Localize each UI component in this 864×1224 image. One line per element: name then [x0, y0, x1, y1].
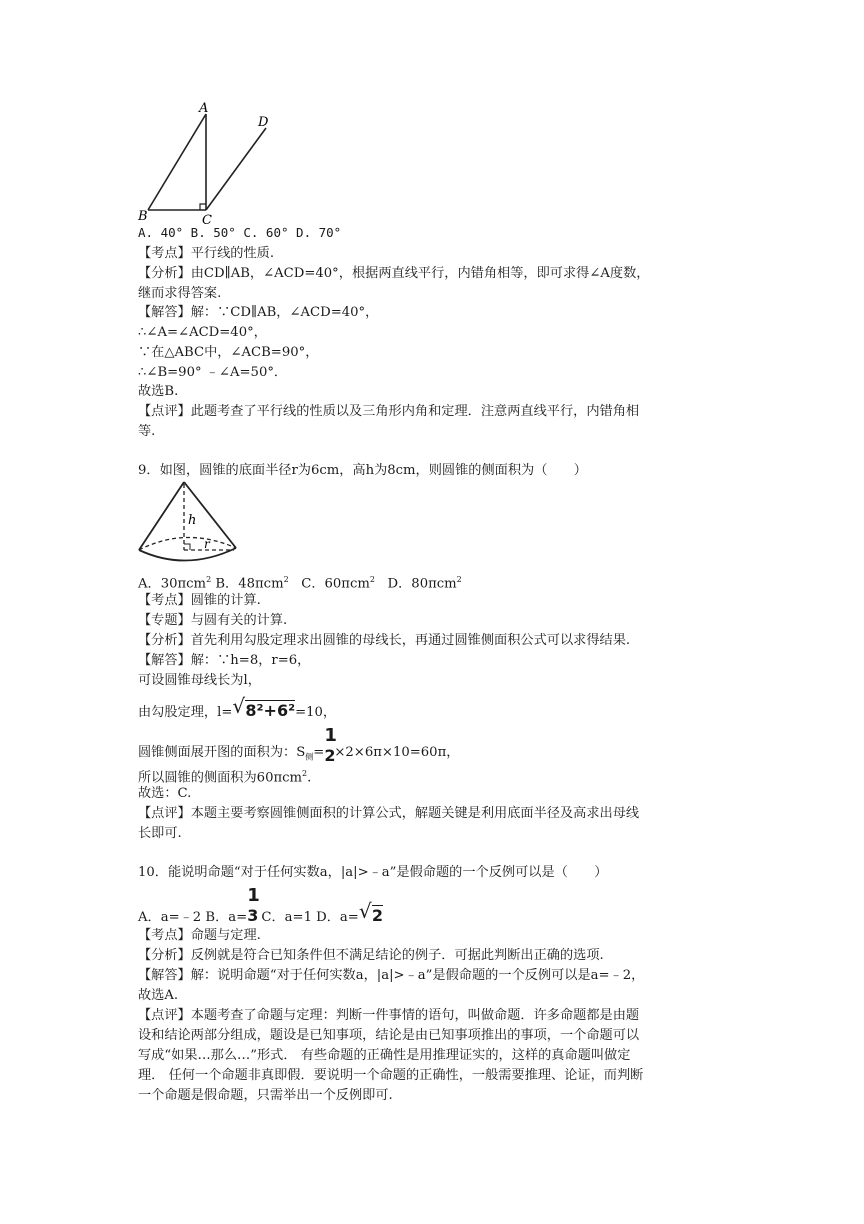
- q10-jieda: 【解答】解：说明命题“对于任何实数a，|a|>﹣a”是假命题的一个反例可以是a=﹣2，: [138, 968, 645, 983]
- q9-jieda-1: 【解答】解：∵h=8，r=6，: [138, 653, 311, 668]
- q10-dianping-1: 【点评】本题考查了命题与定理：判断一件事情的语句，叫做命题．许多命题都是由题: [138, 1008, 640, 1023]
- label-a: A: [199, 101, 209, 116]
- q9-zhuanti: 【专题】与圆有关的计算.: [138, 613, 288, 628]
- label-c: C: [202, 213, 212, 225]
- q9-kaodian: 【考点】圆锥的计算.: [138, 593, 261, 608]
- q9-jieda-4: 圆锥侧面展开图的面积为：$S_侧=$ 1 2 ×2×6π×10=60π，: [138, 743, 459, 763]
- q9-option-b: B．48πcm: [215, 576, 284, 592]
- q8-jieda-4: ∴∠B=90° ﹣∠A=50°．: [138, 365, 288, 380]
- cone-label-h: h: [188, 513, 197, 528]
- q10-options: A．a=﹣2 B．a= 1 3 C．a=1 D．a= √ 2: [138, 905, 383, 925]
- cone-label-r: r: [204, 537, 210, 551]
- label-b: B: [138, 209, 148, 224]
- q8-choice: 故选B.: [138, 384, 179, 399]
- q8-jieda-3: ∵在△ABC中，∠ACB=90°，: [138, 345, 319, 360]
- q9-dianping-1: 【点评】本题主要考察圆锥侧面积的计算公式，解题关键是利用底面半径及高求出母线: [138, 806, 640, 821]
- label-d: D: [258, 115, 269, 130]
- q8-fenxi-2: 继而求得答案.: [138, 286, 222, 301]
- q8-jieda-2: ∴∠A=∠ACD=40°，: [138, 325, 267, 340]
- right-angle-mark: [200, 204, 206, 210]
- q9-option-a: A．30πcm: [138, 576, 207, 592]
- triangle-parallel-figure: [136, 100, 276, 225]
- q9-option-c: C．60πcm: [301, 576, 370, 592]
- q9-options: A．30πcm$^2$ B．48πcm$^2$ C．60πcm$^2$ D．80πcm$^2$: [138, 575, 462, 592]
- q9-jieda-5: 所以圆锥的侧面积为60πcm$^2$.: [138, 769, 312, 786]
- q8-fenxi-1: 【分析】由CD∥AB，∠ACD=40°，根据两直线平行，内错角相等，即可求得∠A度数，: [138, 266, 650, 281]
- q9-question: 9．如图，圆锥的底面半径r为6cm，高h为8cm，则圆锥的侧面积为（ ）: [138, 463, 587, 478]
- q10-dianping-4: 理． 任何一个命题非真即假．要说明一个命题的正确性，一般需要推理、论证，而判断: [138, 1068, 644, 1083]
- q10-dianping-3: 写成“如果…那么…”形式． 有些命题的正确性是用推理证实的，这样的真命题叫做定: [138, 1048, 631, 1063]
- q8-kaodian: 【考点】平行线的性质.: [138, 246, 275, 261]
- q8-jieda-1: 【解答】解：∵CD∥AB，∠ACD=40°，: [138, 305, 379, 320]
- q10-choice: 故选A.: [138, 988, 179, 1003]
- cone-figure: [136, 478, 240, 570]
- segment-cd: [206, 128, 266, 210]
- q8-dianping-2: 等.: [138, 424, 156, 439]
- fraction-one-third: 1 3: [247, 885, 260, 925]
- q10-fenxi: 【分析】反例就是符合已知条件但不满足结论的例子．可据此判断出正确的选项.: [138, 948, 604, 963]
- q10-dianping-2: 设和结论两部分组成，题设是已知事项，结论是由已知事项推出的事项，一个命题可以: [138, 1028, 640, 1043]
- q10-question: 10．能说明命题“对于任何实数a，|a|>﹣a”是假命题的一个反例可以是（ ）: [138, 865, 608, 880]
- sqrt-two: √ 2: [358, 899, 383, 925]
- q9-fenxi: 【分析】首先利用勾股定理求出圆锥的母线长，再通过圆锥侧面积公式可以求得结果.: [138, 633, 631, 648]
- fraction-one-half: 1 2: [324, 724, 337, 765]
- q8-options: A. 40° B. 50° C. 60° D. 70°: [138, 225, 342, 240]
- q10-dianping-5: 一个命题是假命题，只需举出一个反例即可.: [138, 1088, 393, 1103]
- q8-dianping-1: 【点评】此题考查了平行线的性质以及三角形内角和定理．注意两直线平行，内错角相: [138, 404, 640, 419]
- q10-kaodian: 【考点】命题与定理.: [138, 928, 261, 943]
- cone-left-edge: [139, 482, 184, 550]
- q9-jieda-3: 由勾股定理，l= √ 8²+6²=10，: [138, 694, 337, 720]
- q9-choice: 故选：C.: [138, 786, 192, 801]
- q9-dianping-2: 长即可.: [138, 826, 182, 841]
- q9-jieda-2: 可设圆锥母线长为l，: [138, 673, 261, 688]
- segment-ab: [148, 114, 206, 210]
- cone-right-angle: [184, 544, 190, 550]
- q9-option-d: D．80πcm: [387, 576, 457, 592]
- sqrt-expression: √ 8²+6²: [232, 694, 296, 720]
